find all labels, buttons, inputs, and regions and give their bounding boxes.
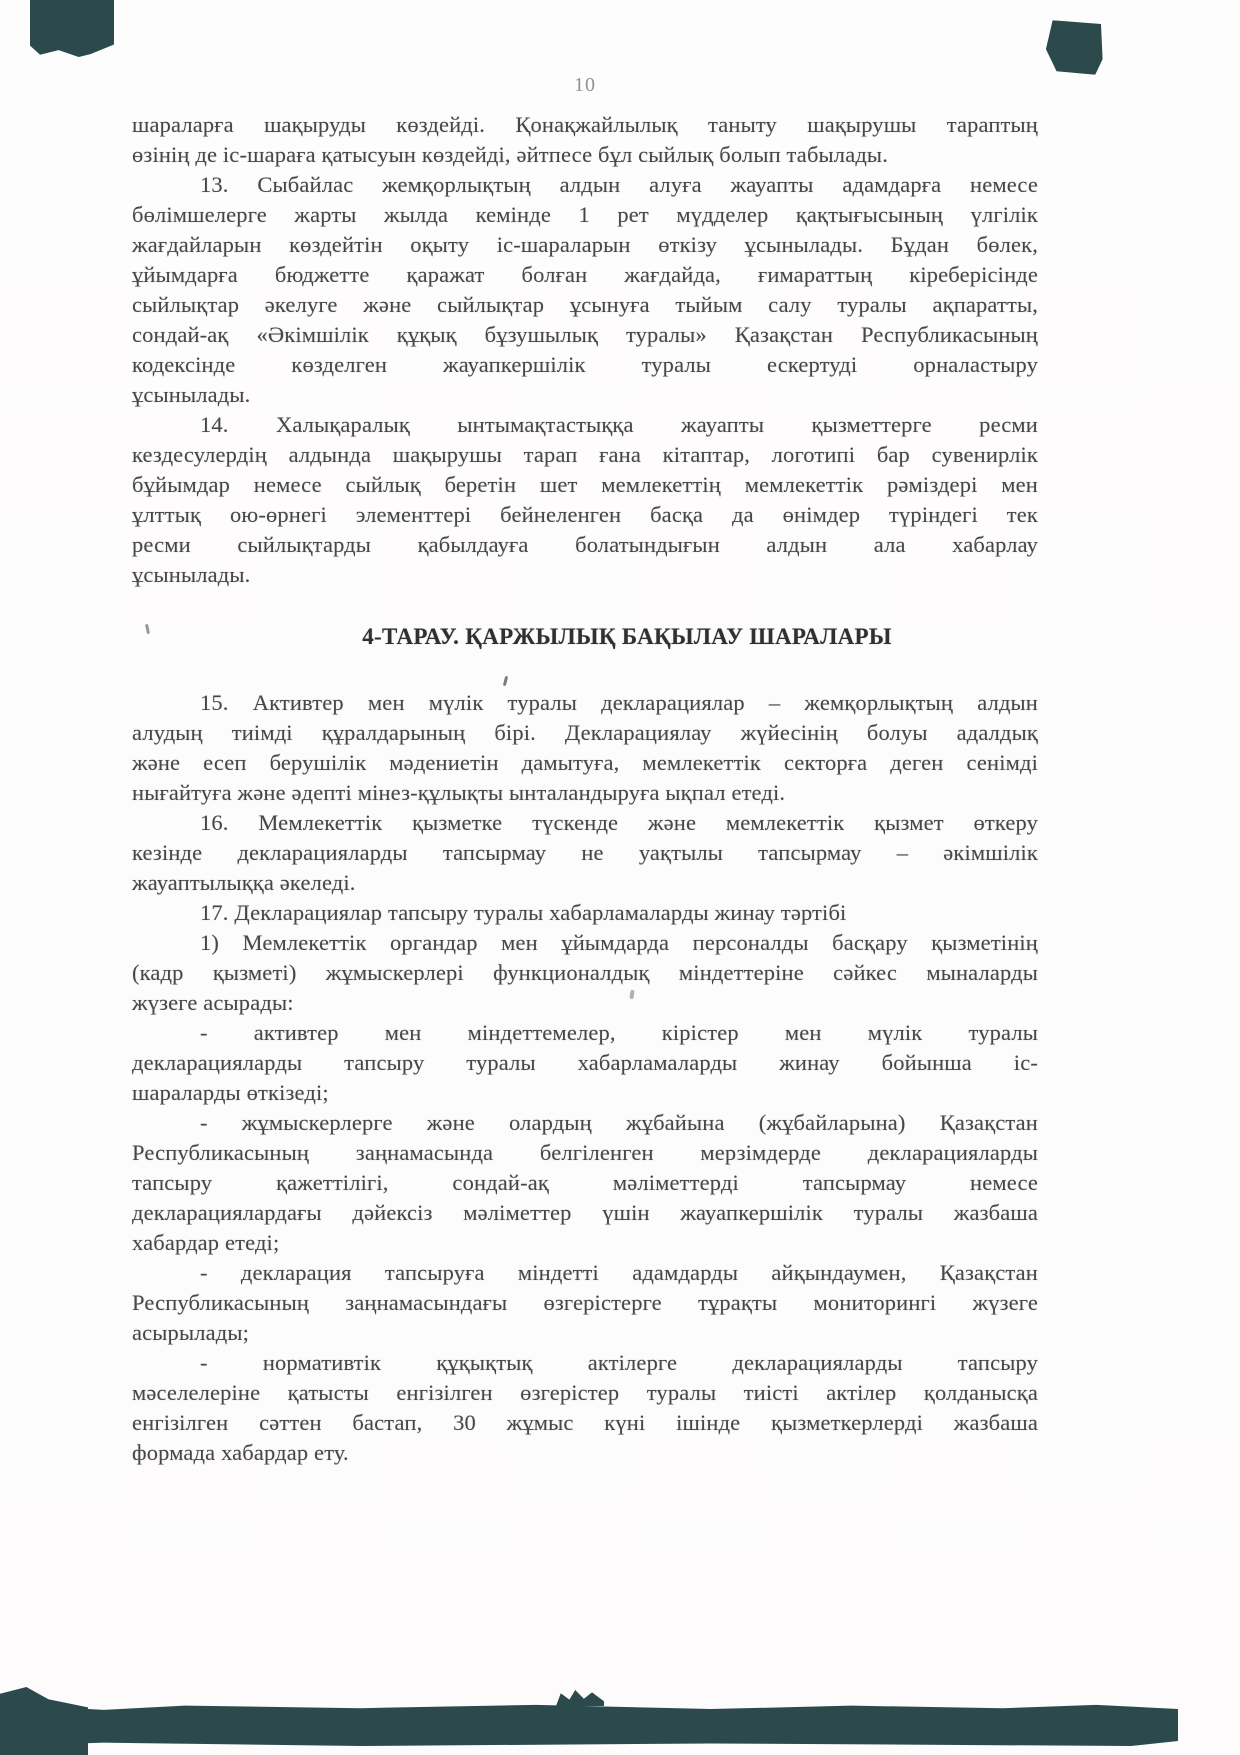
scan-border-artifact-ticks <box>556 1690 604 1706</box>
text-line: ұсынылады. <box>132 382 251 407</box>
text-line: кезінде декларацияларды тапсырмау не уақтылы тапсырмау – әкімшілік <box>132 840 1038 865</box>
text-line: шараларға шақыруды көздейді. Қонақжайлылық таныту шақырушы тараптың <box>132 112 1038 137</box>
text-line: жауаптылыққа әкеледі. <box>132 870 356 895</box>
text-line: енгізілген сәттен бастап, 30 жұмыс күні ішінде қызметкерлерді жазбаша <box>132 1410 1038 1435</box>
text-line: - жұмыскерлерге және олардың жұбайына (жұбайларына) Қазақстан <box>200 1110 1038 1135</box>
text-line: кездесулердің алдында шақырушы тарап ғана кітаптар, логотипі бар сувенирлік <box>132 442 1038 467</box>
text-line: өзінің де іс-шараға қатысуын көздейді, әйтпесе бұл сыйлық болып табылады. <box>132 142 888 167</box>
text-line: декларацияларды тапсыру туралы хабарламаларды жинау бойынша іс- <box>132 1050 1038 1075</box>
text-line: (кадр қызметі) жұмыскерлері функционалдық міндеттеріне сәйкес мыналарды <box>132 960 1038 985</box>
text-line: ұлттық ою-өрнегі элементтері бейнеленген басқа да өнімдер түріндегі тек <box>132 502 1038 527</box>
text-line: жүзеге асырады: <box>132 990 294 1015</box>
text-line: жағдайларын көздейтін оқыту іс-шараларын өткізу ұсынылады. Бұдан бөлек, <box>132 232 1038 257</box>
text-line: 14. Халықаралық ынтымақтастыққа жауапты қызметтерге ресми <box>200 412 1038 437</box>
text-line: - декларация тапсыруға міндетті адамдарды айқындаумен, Қазақстан <box>200 1260 1038 1285</box>
text-line: 15. Активтер мен мүлік туралы декларациялар – жемқорлықтың алдын <box>200 690 1038 715</box>
text-line: шараларды өткізеді; <box>132 1080 329 1105</box>
text-line: 1) Мемлекеттік органдар мен ұйымдарда персоналды басқару қызметінің <box>200 930 1038 955</box>
text-line: ұйымдарға бюджетте қаражат болған жағдайда, ғимараттың кіреберісінде <box>132 262 1038 287</box>
document-text <box>132 110 1038 1468</box>
text-line: 13. Сыбайлас жемқорлықтың алдын алуға жауапты адамдарға немесе <box>200 172 1038 197</box>
text-line: бұйымдар немесе сыйлық беретін шет мемлекеттің мемлекеттік рәміздері мен <box>132 472 1038 497</box>
text-line: 16. Мемлекеттік қызметке түскенде және мемлекеттік қызмет өткеру <box>200 810 1038 835</box>
section-heading: 4-ТАРАУ. ҚАРЖЫЛЫҚ БАҚЫЛАУ ШАРАЛАРЫ <box>362 624 892 649</box>
text-line: сондай-ақ «Әкімшілік құқық бұзушылық туралы» Қазақстан Республикасының <box>132 322 1038 347</box>
page-number: 10 <box>574 74 596 96</box>
text-line: кодексінде көзделген жауапкершілік туралы ескертуді орналастыру <box>132 352 1038 377</box>
text-line: мәселелеріне қатысты енгізілген өзгерістер туралы тиісті актілер қолданысқа <box>132 1380 1038 1405</box>
text-line: - нормативтік құқықтық актілерге декларацияларды тапсыру <box>200 1350 1038 1375</box>
text-line: алудың тиімді құралдарының бірі. Декларациялау жүйесінің болуы адалдық <box>132 720 1038 745</box>
text-line: ресми сыйлықтарды қабылдауға болатындығын алдын ала хабарлау <box>132 532 1038 557</box>
text-line: және есеп берушілік мәдениетін дамытуға, мемлекеттік секторға деген сенімді <box>132 750 1038 775</box>
scan-border-artifact-bottom-strip <box>10 1704 1178 1746</box>
text-line: декларациялардағы дәйексіз мәліметтер үшін жауапкершілік туралы жазбаша <box>132 1200 1038 1225</box>
text-line: - активтер мен міндеттемелер, кірістер мен мүлік туралы <box>200 1020 1038 1045</box>
scan-border-artifact-top-right <box>1045 20 1104 75</box>
text-line: 17. Декларациялар тапсыру туралы хабарламаларды жинау тәртібі <box>200 900 847 925</box>
text-line: хабардар етеді; <box>132 1230 280 1255</box>
text-line: нығайтуға және әдепті мінез-құлықты ынталандыруға ықпал етеді. <box>132 780 786 805</box>
text-line: ұсынылады. <box>132 562 251 587</box>
text-line: бөлімшелерге жарты жылда кемінде 1 рет мүдделер қақтығысының үлгілік <box>132 202 1038 227</box>
text-line: тапсыру қажеттілігі, сондай-ақ мәліметтерді тапсырмау немесе <box>132 1170 1038 1195</box>
text-line: Республикасының заңнамасында белгіленген мерзімдерде декларацияларды <box>132 1140 1038 1165</box>
text-line: асырылады; <box>132 1320 249 1345</box>
text-line: Республикасының заңнамасындағы өзгерістерге тұрақты мониторингі жүзеге <box>132 1290 1038 1315</box>
scan-border-artifact-top-left <box>30 0 114 57</box>
text-line: сыйлықтар әкелуге және сыйлықтар ұсынуға тыйым салу туралы ақпаратты, <box>132 292 1038 317</box>
text-line: формада хабардар ету. <box>132 1440 349 1465</box>
